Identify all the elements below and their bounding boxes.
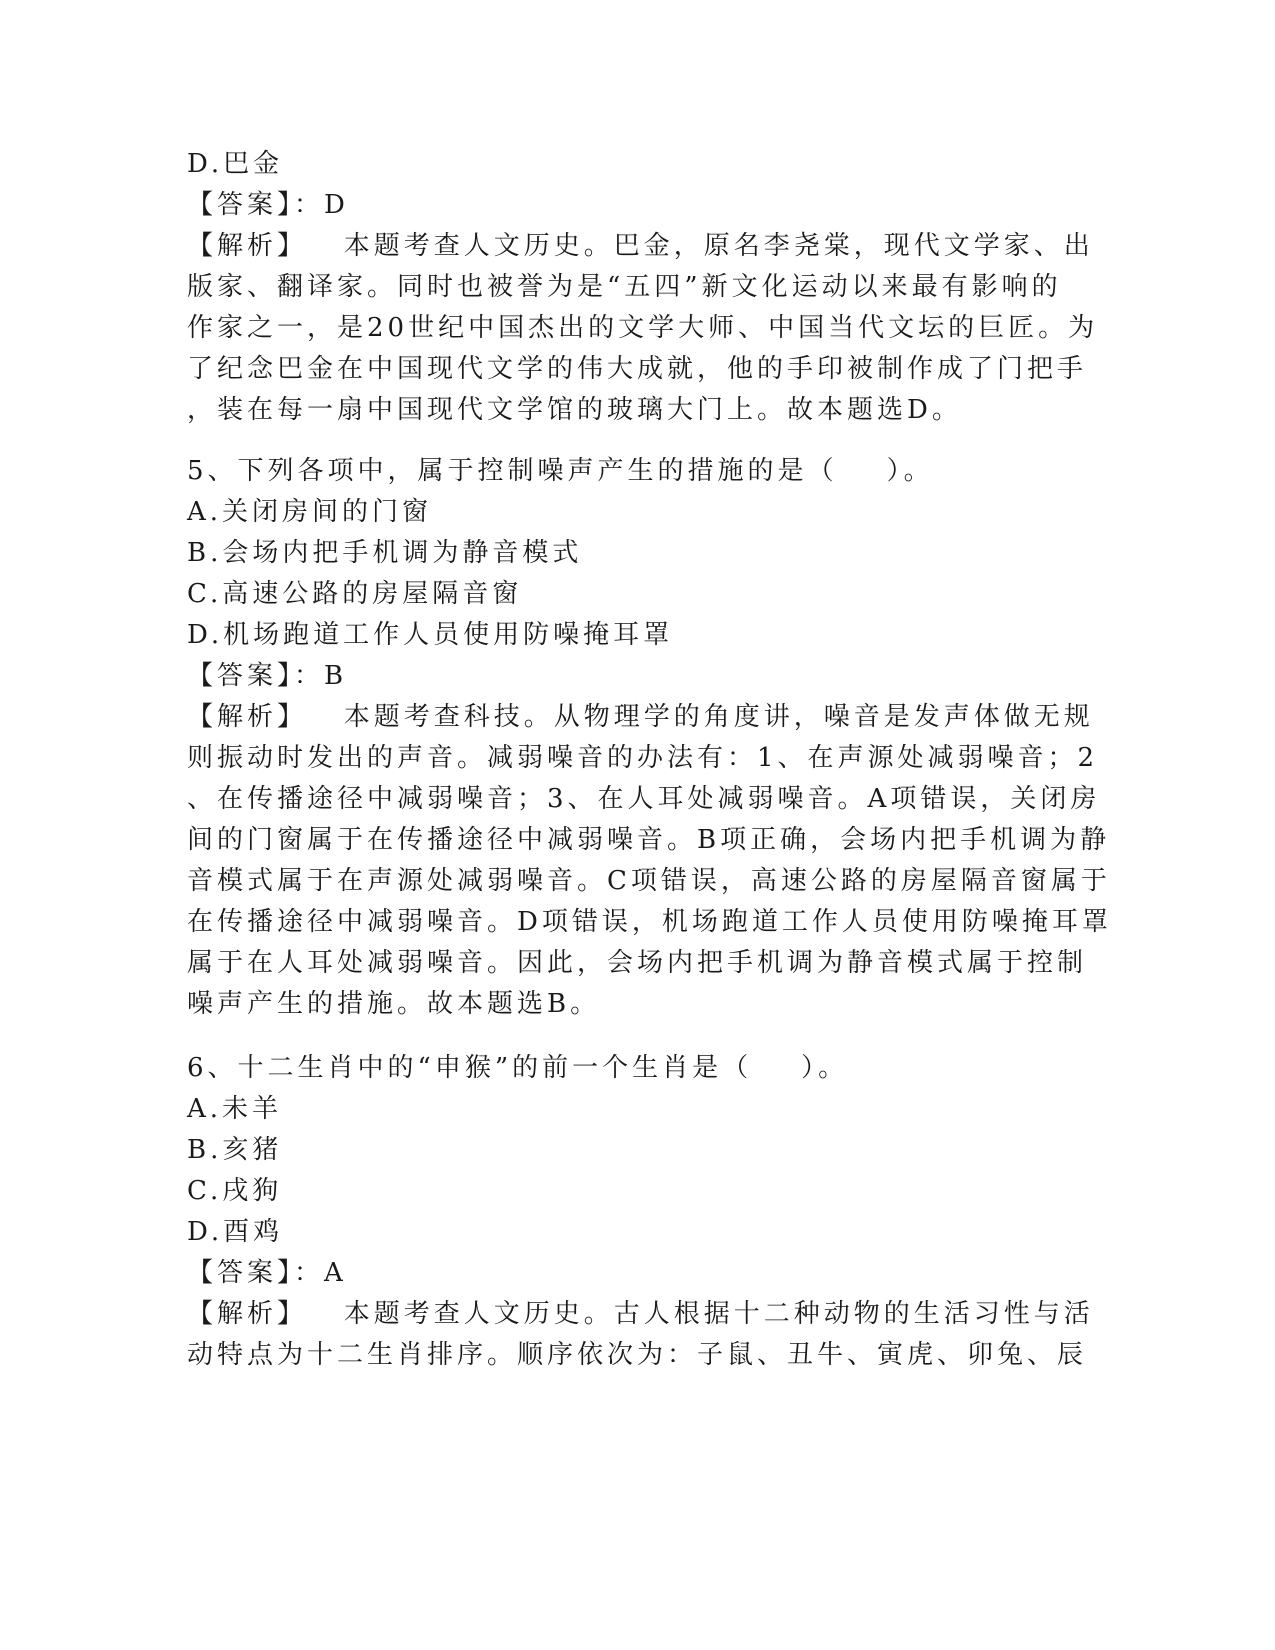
q6-analysis-line: 【解析】 本题考查人文历史。古人根据十二种动物的生活习性与活 (187, 1299, 1094, 1329)
q5-analysis-line: 属于在人耳处减弱噪音。因此，会场内把手机调为静音模式属于控制 (187, 948, 1088, 978)
q5-option-b: B.会场内把手机调为静音模式 (187, 538, 583, 568)
q5-analysis-line: 则振动时发出的声音。减弱噪音的办法有：1、在声源处减弱噪音；2 (187, 743, 1099, 773)
q4-analysis-line: 【解析】 本题考查人文历史。巴金，原名李尧棠，现代文学家、出 (187, 231, 1094, 261)
q5-option-d: D.机场跑道工作人员使用防噪掩耳罩 (187, 620, 674, 650)
q5-analysis-line: 音模式属于在声源处减弱噪音。C项错误，高速公路的房屋隔音窗属于 (187, 866, 1111, 896)
q6-option-b: B.亥猪 (187, 1135, 283, 1165)
q6-option-c: C.戌狗 (187, 1176, 283, 1206)
q5-option-c: C.高速公路的房屋隔音窗 (187, 579, 523, 609)
q5-answer: 【答案】：B (187, 661, 348, 691)
q6-analysis-line: 动特点为十二生肖排序。顺序依次为：子鼠、丑牛、寅虎、卯兔、辰 (187, 1340, 1088, 1370)
q6-option-d: D.酉鸡 (187, 1217, 284, 1247)
q4-analysis-line: 版家、翻译家。同时也被誉为是“五四”新文化运动以来最有影响的 (187, 272, 1062, 302)
q5-option-a: A.关闭房间的门窗 (187, 497, 433, 527)
q4-answer: 【答案】：D (187, 190, 349, 220)
q5-analysis-line: 间的门窗属于在传播途径中减弱噪音。B项正确，会场内把手机调为静 (187, 825, 1111, 855)
q4-analysis-line: ，装在每一扇中国现代文学馆的玻璃大门上。故本题选D。 (187, 395, 962, 425)
q6-answer: 【答案】：A (187, 1258, 347, 1288)
q6-question: 6、十二生肖中的“申猴”的前一个生肖是（ ）。 (187, 1053, 849, 1083)
q5-question: 5、下列各项中，属于控制噪声产生的措施的是（ ）。 (187, 456, 934, 486)
q4-option-d: D.巴金 (187, 149, 284, 179)
q5-analysis-line: 【解析】 本题考查科技。从物理学的角度讲，噪音是发声体做无规 (187, 702, 1094, 732)
q6-option-a: A.未羊 (187, 1094, 283, 1124)
q5-analysis-line: 噪声产生的措施。故本题选B。 (187, 989, 601, 1019)
q4-analysis-line: 了纪念巴金在中国现代文学的伟大成就，他的手印被制作成了门把手 (187, 354, 1088, 384)
q4-analysis-line: 作家之一，是20世纪中国杰出的文学大师、中国当代文坛的巨匠。为 (187, 313, 1099, 343)
q5-analysis-line: 、在传播途径中减弱噪音；3、在人耳处减弱噪音。A项错误，关闭房 (187, 784, 1101, 814)
q5-analysis-line: 在传播途径中减弱噪音。D项错误，机场跑道工作人员使用防噪掩耳罩 (187, 907, 1112, 937)
